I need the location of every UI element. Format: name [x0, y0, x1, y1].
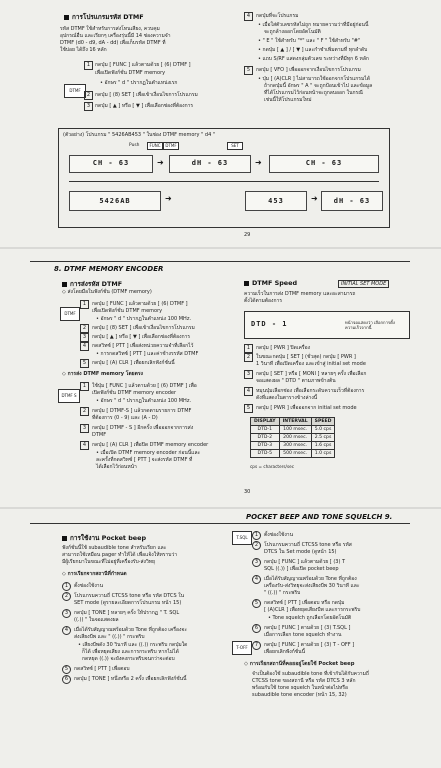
step-text: โปรแกรมความถี่ CTCSS tone หรือ รหัส DTCS ใน	[74, 593, 185, 599]
intro-line: DTMF (d0 - d9, dA - dd) เพื่อเก็บรหัส DTMF ที่	[60, 40, 166, 46]
section-rule	[30, 523, 410, 524]
step-text: เพื่อเปิดฟังก์ชั่น DTMF memory	[95, 70, 166, 76]
step-number: 4	[252, 575, 261, 584]
step-number: 5	[244, 404, 253, 413]
step-text: " ((.)) " กระพริบ	[264, 590, 301, 596]
step-number: 4	[244, 12, 253, 21]
body-line: CTCSS tone ของสถานี หรือ รหัส DTCS 3 หลัก	[252, 678, 356, 684]
table-row	[251, 442, 335, 450]
step-text: กดปุ่ม [ (8) SET ] เพื่อเข้าเงื่อนไขการโปรแกรม	[95, 92, 198, 98]
intro-line: ตั้งได้ตามต้องการ	[244, 298, 283, 304]
step-text: กดปุ่ม [ FUNC ] แล้วตามด้วย [ (3) T	[264, 559, 346, 565]
lcd-display: 5426AB	[69, 191, 161, 211]
step-number: 6	[252, 624, 261, 633]
dtmf-key-icon: DTMF	[60, 307, 80, 321]
example-caption: (ตัวอย่าง) โปรแกรม " 5426AB453 " ในช่อง DTMF memory " d4 "	[63, 132, 216, 138]
section-rule	[30, 261, 410, 262]
step-text: เพื่อยกเลิกฟังก์ชั่นนี้	[264, 649, 306, 655]
body-line: จำเป็นต้องใช้ subaudible tone ที่เข้ากันได้กับความถี่	[252, 671, 369, 677]
step-text: กดปุ่ม [ PWR ] ปิดเครื่อง	[256, 345, 311, 351]
subheading: ◇ ส่งโดยมือในฟังก์ชั่น (DTMF memory)	[62, 289, 152, 295]
step-text: กดสวิทซ์ [ PTT ] เพื่อตอบ หรือ กดปุ่ม	[264, 600, 345, 606]
lcd-display: 453	[245, 191, 307, 211]
step-number: 2	[80, 407, 89, 416]
step-text: • ปุ่ม [ (A)CLR ] ไม่สามารถใช้ออกจากโปรแกรมได้	[258, 76, 370, 82]
step-number: 6	[62, 675, 71, 684]
intro-line: ใช้บ่อย ได้ถึง 16 หลัก	[60, 47, 107, 53]
intro-line: รหัส DTMF ใช้สำหรับการส่งโทนเสียง, ควบคุม	[60, 26, 160, 32]
step-text: ตั้งช่องใช้งาน	[74, 583, 104, 589]
step-text: 1 วินาที เพื่อเปิดเครื่อง และเข้าสู่ initial set mode	[256, 361, 366, 367]
step-text: หมุนปุ่มเลือกช่อง เพื่อเลือกระดับความเร็วที่ต้องการ	[256, 388, 365, 394]
step-number: 4	[244, 387, 253, 396]
pocket-beep-heading: การใช้งาน Pocket beep	[62, 533, 146, 543]
step-text: เช่นนี้ให้โปรแกรมใหม่	[264, 97, 312, 103]
subheading: ◇ การเรียกจากสถานีที่กำหนด	[62, 571, 127, 577]
step-text: กดปุ่ม [ FUNC ] แล้วตามด้วย [ (6) DTMF ]	[95, 62, 191, 68]
arrow-right-icon: ➜	[255, 158, 262, 167]
step-text: DTCS ใน Set mode (ดูหน้า 15)	[264, 549, 337, 555]
step-text: DTMF	[92, 432, 107, 438]
step-number: 2	[244, 353, 253, 362]
manual-page-29	[0, 0, 441, 247]
step-text: ดังที่แสดงในตารางข้างล่างนี้	[256, 395, 318, 401]
diagram-divider	[69, 181, 379, 182]
step-text: จอแสดงผล " DTD " ตามภาพข้างต้น	[256, 378, 336, 384]
step-text: กดปุ่ม [ ▲ ] หรือ [ ▼ ] เพื่อเลือกช่องที่ต้องการ	[92, 334, 191, 340]
step-text: ในขณะกดปุ่ม [ SET ] (ชั่วสุด) กดปุ่ม [ PWR ]	[256, 354, 356, 360]
step-text: ((.)) " ในจอแสดงผล	[74, 617, 119, 623]
step-text: ถ้ากดปุ่มนี้ อักษร " A " จะถูกป้อนเข้าไป และข้อมูล	[264, 83, 373, 89]
intro-line: มีผู้เรียกมาในขณะที่ไม่อยู่ที่เครื่องรับ-ส่งวิทยุ	[62, 559, 155, 565]
func-key-icon: FUNC	[147, 142, 163, 150]
table-cell: 200 msec.	[279, 434, 311, 442]
heading-bullet-icon	[244, 281, 249, 286]
step-text: เมื่อได้รับสัญญาณพร้อมด้วย Tone ที่ถูกต้อง เครื่องจะ	[74, 627, 188, 633]
step-text: • อักษร " d " ปรากฏในตำแหน่ง 100 MHz.	[96, 398, 192, 404]
arrow-right-icon: ➜	[157, 158, 164, 167]
dtmf-key-icon: DTMF	[163, 142, 179, 150]
step-text: กดปุ่ม [ TONE ] หนึ่งหรือ 2 ครั้ง เพื่อยกเลิกฟังก์ชั่นนี้	[74, 676, 187, 682]
table-cell: 5.0 cps	[311, 426, 335, 434]
page-number: 30	[244, 489, 251, 495]
heading-bullet-icon	[64, 15, 69, 20]
step-text: กดปุ่ม [ DTMF-S ] แล้วกดตามรายการ DTMF	[92, 408, 192, 414]
page-number: 29	[244, 232, 251, 238]
body-line: พร้อมกับใช้ tone squelch ในหน้าต่อไปหรือ	[252, 685, 348, 691]
heading-bullet-icon	[62, 536, 67, 541]
heading-bullet-icon	[62, 282, 67, 287]
step-text: ที่ได้โปรแกรมไว้ก่อนหน้าจะถูกลบออก ในกรณี	[264, 90, 363, 96]
subheading: ◇ การส่ง DTMF memory โดยตรง	[62, 371, 143, 377]
step-text: ก็ได้ เพื่อหยุดเสียง และการกระพริบ หากไม่ได้	[82, 649, 179, 655]
dtmf-speed-heading: DTMF Speed	[244, 279, 297, 287]
step-text: กดปุ่ม [ SET ] หรือ [ MONI ] หลายๆ ครั้ง เพื่อเลือก	[256, 371, 367, 377]
body-line: subaudible tone encoder (หน้า 15, 32)	[252, 692, 347, 698]
table-header-row	[251, 418, 335, 426]
step-text: SQL ((.)) ] เพื่อเปิด pocket beep	[264, 566, 339, 572]
step-text: กดปุ่ม [ (8) SET ] เพื่อเข้าเงื่อนไขการโปรแกรม	[92, 325, 195, 331]
manual-page-30	[0, 249, 441, 507]
table-cell: DTD-5	[251, 450, 280, 458]
step-text: โปรแกรมความถี่ CTCSS tone หรือ รหัส	[264, 542, 352, 548]
step-number: 2	[84, 91, 93, 100]
step-text: กดปุ่มที่จะโปรแกรม	[256, 13, 299, 19]
lcd-display: CH - 63	[269, 155, 379, 173]
step-number: 3	[80, 424, 89, 433]
table-cell: DTD-2	[251, 434, 280, 442]
step-text: กดปุ่ม [ PWR ] เพื่อออกจาก initial set mode	[256, 405, 357, 411]
arrow-right-icon: ➜	[311, 194, 318, 203]
step-number: 7	[252, 641, 261, 650]
table-row	[251, 450, 335, 458]
step-text: • เมื่อใส่ตัวเลขรหัสไม่ถูก หมายความว่าที่มีอยู่ก่อนนี้	[258, 22, 369, 28]
step-number: 4	[80, 342, 89, 351]
step-number: 2	[252, 541, 261, 550]
step-text: SET mode (ดูรายละเอียดการโปรแกรม หน้า 15)	[74, 600, 182, 606]
toff-key-icon: T-OFF	[232, 641, 252, 655]
step-number: 1	[80, 382, 89, 391]
step-text: ส่งเสียงบีพ และ " ((.)) " กระพริบ	[74, 634, 145, 640]
manual-page-31	[0, 509, 441, 768]
intro-line: ความเร็วในการส่ง DTMF memory และอะสามารถ	[244, 291, 356, 297]
table-row	[251, 434, 335, 442]
push-label: Push	[129, 143, 140, 148]
intro-line: ฟังก์ชั่นนี้ใช้ subaudible tone สำหรับเรียก และ	[62, 545, 167, 551]
speed-table	[250, 417, 335, 458]
column-header: INTERVAL	[279, 418, 311, 426]
step-number: 5	[62, 665, 71, 674]
step-text: • กดปุ่ม [ ▲ ] / [ ▼ ] และกำชำเพิ่มตามที่ ทุกลำดับ	[258, 47, 368, 53]
lcd-display: dH - 63	[321, 191, 383, 211]
step-text: กดปุ่ม [ FUNC ] แล้วตามด้วย [ (6) DTMF ]	[92, 301, 188, 307]
intro-line: สามารถใช้เหมือน pager ทำให้ได้ เพื่อแจ้งให้ทราบว่า	[62, 552, 178, 558]
table-cell: 300 msec.	[279, 442, 311, 450]
step-text: • อักษร " d " ปรากฏในตำแหน่ง 100 MHz.	[96, 316, 192, 322]
tsql-key-icon: T.SQL	[232, 531, 252, 545]
table-cell: 1.6 cps	[311, 442, 335, 450]
column-header: SPEED	[311, 418, 335, 426]
step-text: กดปุ่ม [ TONE ] หลายๆ ครั้ง ให้ปรากฏ " T. SQL	[74, 610, 180, 616]
step-number: 5	[80, 359, 89, 368]
step-text: เมื่อได้รับสัญญาณพร้อมด้วย Tone ที่ถูกต้อง	[264, 576, 357, 582]
step-text: ละครั้งที่กดสวิทซ์ [ PTT ] จะส่งรหัส DTMF ที่	[96, 457, 193, 463]
dtmf-key-icon: DTMF	[64, 84, 86, 98]
step-text: กดปุ่ม [ FUNC ] ตามด้วย [ (3) T - OFF ]	[264, 642, 355, 648]
step-text: เปิดฟังก์ชั่น DTMF memory encoder	[92, 390, 177, 396]
step-text: • เสียงบีพดัง 30 วินาที และ ((.)) กระพริบ กดปุ่มใด	[78, 642, 188, 648]
step-text: • การกดสวิทซ์ [ PTT ] และค่าช้างรรหัส DTMF	[96, 351, 199, 357]
dtmf-send-heading: การส่งรหัส DTMF	[62, 279, 122, 289]
step-number: 3	[62, 609, 71, 618]
lcd-display: DTD - 1	[251, 320, 288, 328]
step-text: กดปุ่ม [ VFO ] เพื่อออกจากเงื่อนไขการโปรแกรม	[256, 67, 361, 73]
arrow-right-icon: ➜	[165, 194, 172, 203]
section-title: 8. DTMF MEMORY ENCODER	[54, 265, 164, 273]
table-cell: 500 msec.	[279, 450, 311, 458]
table-cell: DTD-1	[251, 426, 280, 434]
step-number: 1	[62, 582, 71, 591]
subheading: ◇ การเรียกสถานีที่คอยอยู่โดยใช้ Pocket beep	[244, 661, 355, 667]
speed-lcd-panel	[244, 311, 410, 339]
step-text: เพื่อเปิดฟังก์ชั่น DTMF memory	[92, 308, 163, 314]
step-text: เมื่อการเลือก tone squelch ทำงาน	[264, 632, 342, 638]
step-number: 2	[62, 592, 71, 601]
step-text: • อักษร " d " ปรากฏในตำแหน่งเรก	[100, 80, 178, 86]
column-header: DISPLAY	[251, 418, 280, 426]
step-text: กดปุ่ม [ (A) CLR ] เพื่อปิด DTMF memory encoder	[92, 442, 209, 448]
step-text: • " E " ใช้สำหรับ "*" และ " F " ใช้สำหรับ "#"	[258, 38, 361, 44]
dtmf-program-heading: การโปรแกรมรหัส DTMF	[64, 12, 144, 22]
step-number: 3	[84, 102, 93, 111]
step-text: ที่ต้องการ (0 - 9) และ (A - D)	[92, 415, 158, 421]
lcd-display: dH - 63	[169, 155, 251, 173]
step-text: กดสวิทซ์ [ PTT ] เพื่อส่งหน่วยความจำที่เลือกไว้	[92, 343, 194, 349]
step-number: 1	[80, 300, 89, 309]
step-text: กดปุ่ม [ ▲ ] หรือ [ ▼ ] เพื่อเลือกช่องที่ต้องการ	[95, 103, 194, 109]
set-key-icon: SET	[227, 142, 243, 150]
step-number: 4	[80, 441, 89, 450]
step-text: • แถบ S/RF แสดงกลุ่มตัวเลข ระหว่างที่มีทุก 6 หลัก	[258, 56, 369, 62]
step-number: 1	[252, 531, 261, 540]
step-text: กดปุ่ม [ (A) CLR ] เพื่อยกเลิกฟังก์ชั่นนี้	[92, 360, 175, 366]
step-text: ตั้งช่องใช้งาน	[264, 532, 294, 538]
step-text: ได้เลือกไว้ก่อนหน้า	[96, 464, 137, 470]
step-text: [ (A)CLR ] เพื่อหยุดเสียงบีพ และการกระพริบ	[264, 607, 361, 613]
step-number: 5	[244, 66, 253, 75]
lcd-display: CH - 63	[69, 155, 153, 173]
step-number: 2	[80, 324, 89, 333]
step-number: 3	[80, 333, 89, 342]
step-text: กดหยุด ((.)) จะยังคงกระพริบจนกว่าจะต่อบ	[82, 656, 175, 662]
step-number: 3	[252, 558, 261, 567]
dtmf-s-key-icon: DTMF S	[58, 389, 80, 403]
step-number: 1	[84, 61, 93, 70]
step-number: 3	[244, 370, 253, 379]
step-number: 1	[244, 344, 253, 353]
table-cell: 1.0 cps	[311, 450, 335, 458]
initial-set-mode-tag: INITIAL SET MODE	[338, 280, 389, 288]
table-cell: DTD-3	[251, 442, 280, 450]
step-text: ใช้ปุ่ม [ FUNC ] แล้วตามด้วย [ (6) DTMF ] เพื่อ	[92, 383, 197, 389]
step-text: กดปุ่ม [ DTMF - S ] อีกครั้ง เพื่อออกจากการส่ง	[92, 425, 194, 431]
step-text: • Tone squelch ถูกเลือกโดยอัตโนมัติ	[268, 615, 352, 621]
example-diagram	[58, 128, 390, 228]
step-text: กดสวิทซ์ [ PTT ] เพื่อตอบ	[74, 666, 130, 672]
step-text: • เมื่อเปิด DTMF memory encoder ก่อนนี้และ	[96, 450, 201, 456]
table-cell: 100 msec.	[279, 426, 311, 434]
step-number: 4	[62, 626, 71, 635]
step-text: จะถูกล้างออกโดยอัตโนมัติ	[264, 29, 321, 35]
table-note: cps = characters/sec	[250, 464, 295, 469]
section-title: POCKET BEEP AND TONE SQUELCH 9.	[246, 513, 393, 521]
step-text: เครื่องรับ-ส่งวิทยุจะส่งเสียงบีพ 30 วินาที และ	[264, 583, 360, 589]
lcd-note: หน้าจอแสดงว่า เลือกการตั้งความเร็วจากนี้	[345, 320, 395, 331]
step-text: กดปุ่ม [ FUNC ] ตามด้วย [ (3) T.SQL ]	[264, 625, 351, 631]
table-row	[251, 426, 335, 434]
intro-line: อุปกรณ์อื่น และเรียกๆ เครื่องรุ่นนี้มี 14 ช่องความจำ	[60, 33, 171, 39]
step-number: 5	[252, 599, 261, 608]
table-cell: 2.5 cps	[311, 434, 335, 442]
